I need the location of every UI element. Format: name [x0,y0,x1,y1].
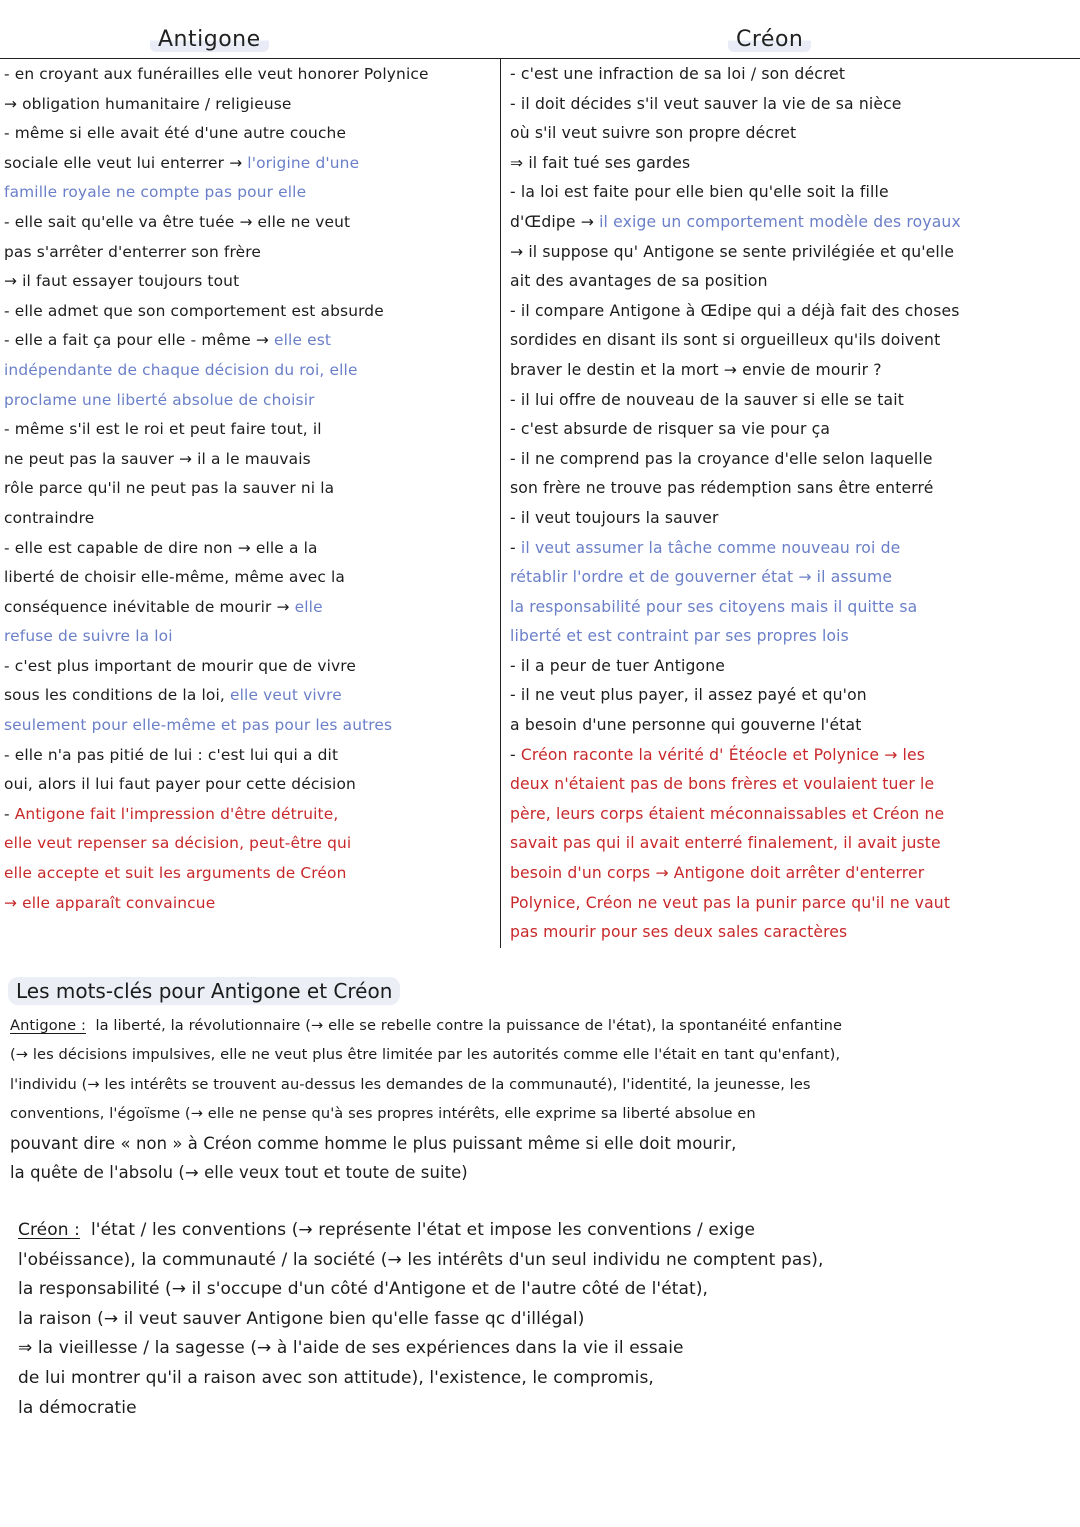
antigone-keyword-text: la quête de l'absolu (→ elle veux tout et toute de suite) [10,1162,468,1182]
antigone-keyword-line [10,1070,1078,1099]
antigone-note-line-segment: - elle est capable de dire non → elle a la [4,538,318,557]
creon-note-line-segment: a besoin d'une personne qui gouverne l'état [510,716,862,735]
antigone-note-line [4,60,498,90]
creon-note-line-segment: - c'est absurde de risquer sa vie pour ça [510,420,831,439]
creon-note-line [510,238,1076,268]
creon-note-line [510,770,1076,800]
creon-keyword-text: de lui montrer qu'il a raison avec son attitude), l'existence, le compromis, [18,1367,654,1388]
creon-note-line [510,149,1076,179]
antigone-note-line-segment: conséquence inévitable de mourir → [4,597,295,616]
creon-note-line-segment: liberté et est contraint par ses propres lois [510,627,849,646]
creon-note-line [510,800,1076,830]
antigone-note-line [4,711,498,741]
antigone-note-line-segment: - même si elle avait été d'une autre couche [4,124,347,143]
creon-note-line-segment: - il compare Antigone à Œdipe qui a déjà fait des choses [510,301,960,320]
antigone-note-line-segment: Antigone fait l'impression d'être détruite, [14,804,339,823]
creon-heading-text: Créon [728,27,811,52]
creon-keyword-line [18,1275,1078,1305]
creon-note-line [510,119,1076,149]
creon-note-line [510,829,1076,859]
antigone-note-line [4,770,498,800]
creon-note-line [510,681,1076,711]
antigone-note-line-segment: - elle n'a pas pitié de lui : c'est lui qui a dit [4,745,339,764]
antigone-note-line-segment: - [4,804,15,823]
creon-note-line-segment: - il ne comprend pas la croyance d'elle selon laquelle [510,449,933,468]
creon-note-line-segment: son frère ne trouve pas rédemption sans être enterré [510,479,934,498]
creon-note-line-segment: d'Œdipe → [510,212,600,231]
creon-note-line [510,178,1076,208]
creon-keyword-text: l'obéissance), la communauté / la société (→ les intérêts d'un seul individu ne comptent pas), [18,1249,824,1270]
creon-keyword-line [18,1216,1078,1246]
antigone-note-line-segment: → elle apparaît convaincue [4,893,216,912]
antigone-note-line-segment: - en croyant aux funérailles elle veut honorer Polynice [4,65,429,83]
antigone-note-line [4,859,498,889]
antigone-note-line [4,326,498,356]
antigone-keyword-text: l'individu (→ les intérêts se trouvent au-dessus les demandes de la communauté), l'identité, la jeunesse, les [10,1075,811,1093]
antigone-note-line-segment: sociale elle veut lui enterrer → [4,153,248,172]
antigone-note-line [4,800,498,830]
antigone-note-line-segment: oui, alors il lui faut payer pour cette décision [4,775,356,794]
creon-keyword-line [18,1305,1078,1335]
antigone-note-line-segment: - c'est plus important de mourir que de vivre [4,656,357,675]
table-column-divider [500,58,501,948]
antigone-note-line [4,829,498,859]
antigone-note-line [4,415,498,445]
creon-note-line [510,326,1076,356]
antigone-note-line [4,622,498,652]
antigone-keyword-line [10,1158,1078,1187]
creon-note-line-segment: - [510,745,521,764]
antigone-note-line [4,119,498,149]
creon-note-line-segment: braver le destin et la mort → envie de mourir ? [510,360,882,379]
antigone-note-line-segment: sous les conditions de la loi, [4,686,230,705]
creon-note-line-segment: savait pas qui il avait enterré finalement, il avait juste [510,834,941,853]
creon-note-line [510,445,1076,475]
antigone-keyword-line [10,1040,1078,1069]
antigone-keyword-text: (→ les décisions impulsives, elle ne veut plus être limitée par les autorités comme elle l'était en tant qu'enfant), [10,1046,841,1064]
creon-note-line [510,60,1076,90]
creon-note-line-segment: → il suppose qu' Antigone se sente privilégiée et qu'elle [510,242,955,261]
creon-note-line [510,504,1076,534]
creon-keyword-line [18,1334,1078,1364]
creon-note-line [510,652,1076,682]
antigone-note-line [4,238,498,268]
creon-note-line-segment: où s'il veut suivre son propre décret [510,124,797,143]
antigone-keywords-block [10,1011,1078,1187]
antigone-note-line-segment: seulement pour elle-même et pas pour les autres [4,716,393,735]
antigone-keyword-text: pouvant dire « non » à Créon comme homme le plus puissant même si elle doit mourir, [10,1133,737,1153]
creon-keyword-text: la raison (→ il veut sauver Antigone bien qu'elle fasse qc d'illégal) [18,1308,585,1329]
antigone-note-line-segment: - elle admet que son comportement est absurde [4,301,384,320]
antigone-column-heading [150,26,269,54]
antigone-keyword-line [10,1129,1078,1158]
antigone-note-line-segment: ne peut pas la sauver → il a le mauvais [4,449,311,468]
antigone-note-line-segment: → il faut essayer toujours tout [4,272,240,291]
creon-keyword-line [18,1394,1078,1424]
creon-keyword-text: ⇒ la vieillesse / la sagesse (→ à l'aide de ses expériences dans la vie il essaie [18,1338,684,1359]
creon-note-line [510,918,1076,948]
creon-note-line [510,741,1076,771]
antigone-note-line [4,297,498,327]
creon-note-line [510,474,1076,504]
creon-note-line-segment: - il a peur de tuer Antigone [510,656,725,675]
antigone-note-line-segment: famille royale ne compte pas pour elle [4,183,307,202]
creon-note-line [510,534,1076,564]
antigone-note-line-segment: liberté de choisir elle-même, même avec la [4,568,346,587]
keywords-section-title [8,976,400,1006]
antigone-column [4,60,498,918]
creon-note-line-segment: - c'est une infraction de sa loi / son décret [510,65,846,83]
creon-note-line [510,415,1076,445]
creon-note-line-segment: sordides en disant ils sont si orgueilleux qu'ils doivent [510,331,941,350]
antigone-note-line [4,741,498,771]
creon-keyword-label: Créon : [18,1220,80,1240]
antigone-note-line [4,90,498,120]
antigone-note-line [4,504,498,534]
antigone-note-line [4,386,498,416]
table-top-rule [0,58,1080,59]
antigone-note-line-segment: rôle parce qu'il ne peut pas la sauver ni la [4,479,335,498]
antigone-keyword-line [10,1011,1078,1040]
creon-keyword-text: l'état / les conventions (→ représente l'état et impose les conventions / exige [90,1220,756,1240]
creon-note-line-segment: - [510,538,521,557]
creon-note-line [510,622,1076,652]
antigone-note-line-segment: elle est [273,331,332,350]
creon-note-line-segment: ⇒ il fait tué ses gardes [510,153,691,172]
antigone-note-line [4,593,498,623]
antigone-note-line-segment: refuse de suivre la loi [4,627,173,646]
creon-keyword-line [18,1364,1078,1394]
antigone-note-line-segment: elle veut vivre [229,686,342,705]
creon-column [510,60,1076,948]
creon-note-line-segment: rétablir l'ordre et de gouverner état → il assume [510,568,893,587]
creon-note-line [510,356,1076,386]
creon-note-line-segment: - la loi est faite pour elle bien qu'elle soit la fille [510,183,889,202]
creon-note-line [510,593,1076,623]
creon-note-line [510,297,1076,327]
antigone-note-line [4,208,498,238]
creon-keyword-text: la démocratie [18,1397,137,1418]
antigone-note-line-segment: - elle sait qu'elle va être tuée → elle ne veut [4,212,351,231]
creon-note-line [510,563,1076,593]
creon-note-line-segment: - il ne veut plus payer, il assez payé et qu'on [510,686,867,705]
creon-note-line-segment: il veut assumer la tâche comme nouveau roi de [520,538,901,557]
antigone-note-line-segment: - même s'il est le roi et peut faire tout, il [4,420,322,439]
antigone-note-line [4,267,498,297]
creon-note-line-segment: besoin d'un corps → Antigone doit arrêter d'enterrer [510,864,925,883]
creon-keywords-block [18,1216,1078,1423]
creon-note-line [510,386,1076,416]
creon-note-line [510,267,1076,297]
creon-note-line-segment: Polynice, Créon ne veut pas la punir parce qu'il ne vaut [510,893,951,912]
creon-note-line-segment: ait des avantages de sa position [510,272,768,291]
antigone-note-line-segment: contraindre [4,508,95,527]
creon-note-line-segment: pas mourir pour ses deux sales caractères [510,923,848,942]
antigone-note-line-segment: pas s'arrêter d'enterrer son frère [4,242,262,261]
creon-note-line-segment: la responsabilité pour ses citoyens mais il quitte sa [510,597,918,616]
antigone-keyword-text: conventions, l'égoïsme (→ elle ne pense qu'à ses propres intérêts, elle exprime sa liberté absolue en [10,1105,756,1123]
antigone-note-line [4,474,498,504]
creon-note-line [510,889,1076,919]
antigone-note-line-segment: - elle a fait ça pour elle - même → [4,331,274,350]
antigone-note-line-segment: elle accepte et suit les arguments de Créon [4,864,347,883]
creon-note-line-segment: - il lui offre de nouveau de la sauver si elle se tait [510,390,904,409]
creon-note-line-segment: père, leurs corps étaient méconnaissables et Créon ne [510,804,945,823]
antigone-note-line [4,534,498,564]
antigone-keyword-line [10,1099,1078,1128]
creon-note-line-segment: Créon raconte la vérité d' Étéocle et Polynice → les [520,745,926,764]
antigone-note-line-segment: → obligation humanitaire / religieuse [4,94,292,113]
creon-keyword-line [18,1246,1078,1276]
creon-note-line [510,208,1076,238]
antigone-heading-text: Antigone [150,27,269,52]
antigone-note-line [4,681,498,711]
antigone-note-line-segment: elle [294,597,323,616]
creon-note-line [510,859,1076,889]
creon-keyword-text: la responsabilité (→ il s'occupe d'un côté d'Antigone et de l'autre côté de l'état), [18,1279,709,1300]
creon-note-line-segment: il exige un comportement modèle des royaux [599,212,961,231]
antigone-note-line [4,356,498,386]
antigone-note-line [4,178,498,208]
antigone-note-line-segment: elle veut repenser sa décision, peut-être qui [4,834,352,853]
antigone-note-line [4,445,498,475]
creon-note-line [510,90,1076,120]
creon-note-line-segment: - il veut toujours la sauver [510,508,719,527]
antigone-note-line [4,652,498,682]
creon-note-line [510,711,1076,741]
creon-note-line-segment: deux n'étaient pas de bons frères et voulaient tuer le [510,775,935,794]
keywords-title-text: Les mots-clés pour Antigone et Créon [8,977,400,1005]
antigone-note-line-segment: l'origine d'une [247,153,360,172]
antigone-note-line [4,889,498,919]
antigone-keyword-text: la liberté, la révolutionnaire (→ elle se rebelle contre la puissance de l'état), la spontanéité enfantine [95,1017,843,1034]
antigone-note-line-segment: proclame une liberté absolue de choisir [4,390,315,409]
antigone-note-line-segment: indépendante de chaque décision du roi, elle [4,360,358,379]
antigone-note-line [4,149,498,179]
antigone-keyword-label: Antigone : [10,1017,86,1034]
creon-note-line-segment: - il doit décides s'il veut sauver la vie de sa nièce [510,94,902,113]
creon-column-heading [728,26,811,54]
antigone-note-line [4,563,498,593]
